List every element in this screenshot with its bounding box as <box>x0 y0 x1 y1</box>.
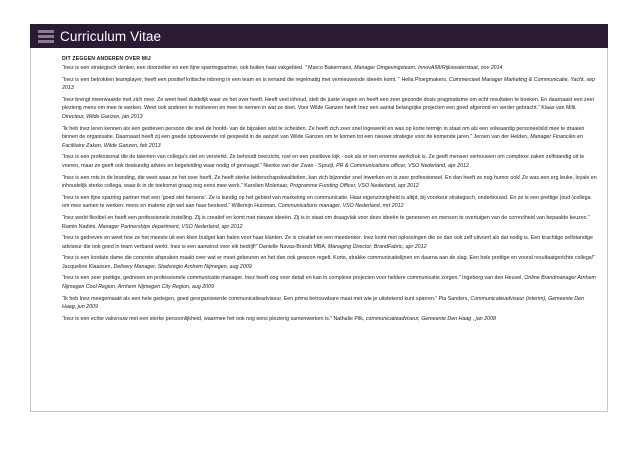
testimonial-quote <box>62 76 597 93</box>
testimonial-quote <box>62 153 597 170</box>
quote-text: “Inez brengt meerwaarde met zich mee. Ze weet heel duidelijk waar ze het over heeft. Heeft veel inhoud, stelt de juiste vragen en heeft een zeer gezonde dosis pragmatisme om echt resultaten te boeken. En daarnaast een zeer plezierig mens om mee te werken. Weet ook anderen te motiveren en mee te nemen in wat ze doet. Voor Wilde Ganzen heeft Inez een aantal belangrijke projecten een goed afgerond en verder gebracht.” Klaas van Milli, <box>62 96 595 112</box>
page-title: Curriculum Vitae <box>60 28 162 44</box>
section-heading: DIT ZEGGEN ANDEREN OVER MIJ <box>62 56 151 62</box>
content-panel <box>30 48 608 412</box>
quote-text: “Inez is een rots in de branding, die weet waar ze het over heeft. Ze heeft sterke leiderschapskwaliteiten, kan zich bijzonder snel inwerken en is zeer professioneel. En dan heeft ze nog humor ook! Ze was een erg leuke, loyale en inhoudelijk sterke collega, waar ik in de toekomst graag nog eens mee werk.” Karolien Molenaar, <box>62 174 597 190</box>
quote-text: “Inez is een professional die de talenten van collega’s ziet en versterkt. Ze behoudt overzicht, rust en een positieve kijk - ook als er een enorme werkdruk is. Ze geeft mensen vertrouwen om complexe zaken zelfstandig uit te voeren, maar ze geeft ook deskundig advies en begeleiding waar nodig of gevraagd.” Nienke van der Zwan - Spruijt, <box>62 154 585 169</box>
quote-text: “Inez is een zeer prettige, gedreven en professionele communicatie manager. Inez heeft oog voor detail en kan in complexe projecten voor heldere communicatie zorgen.” Ingeborg van den Heuvel, <box>62 275 525 282</box>
quote-text: “Inez is een strategisch denker, een doorzetter en een fijne sparringpartner, ook buiten haar vakgebied. ” Marco Bakermans, <box>62 65 355 71</box>
quote-attribution: Communications manager, VSO Nederland, mrt 2012 <box>278 203 404 210</box>
quote-attribution: Manager Financiën en Facilitaire Zaken, Wilde Ganzen, feb 2013 <box>62 134 583 149</box>
quote-attribution: Communicatieadviseur (interim), Gemeente Den Haag, jun 2009 <box>62 295 585 311</box>
quote-text: “Inez is gedreven en weet hoe ze het meeste uit een klein budget kan halen voor haar klanten. Ze is creatief en een meedenker. Inez komt met oplossingen die ze dan ook zelf uitvoert als dat nodig is. Een krachtige zelfstandige adviseur die ook goed in team verband werkt. Inez is een aanwinst voor elk bedrijf!” Danielle Navas-Brandt MBA, <box>62 235 593 250</box>
testimonial-quote <box>62 194 597 211</box>
menu-icon <box>38 30 54 43</box>
quote-text: “Inez werkt flexibel en heeft een professionele instelling. Zij is creatief en komt met nieuwe ideeën. Zij is in staat om draagvlak voor deze ideeën te genereren en mensen te overtuigen van de correctheid van bepaalde keuzes.” Ramin Nadimi, <box>62 214 590 230</box>
testimonial-quote <box>62 315 597 324</box>
title-bar <box>30 24 608 48</box>
quote-list <box>62 64 597 323</box>
quote-attribution: Online Brandmanager Arnhem Nijmegen Cool Region, Arnhem Nijmegen City Region, aug 2009 <box>62 275 596 291</box>
quote-text: “Inez is een fijne sparring partner met een ‘goed stel hersens’. Ze is kundig op het gebied van marketing en communicatie. Haar eigenzinnigheid is altijd, bij voorkeur strategisch, onderbouwd. En ze is een prettige (oud-)collega om mee samen te werken: mens en materie zijn wel aan haar besteed.” Willemijn Huisman, <box>62 194 591 210</box>
testimonial-quote <box>62 234 597 251</box>
testimonial-quote <box>62 274 597 291</box>
quote-attribution: Commercieel Manager Marketing & Communicatie, Yacht, sep 2013 <box>62 76 596 92</box>
testimonial-quote <box>62 96 597 122</box>
quote-attribution: Manager Partnerships department, VSO Nederland, apr 2012 <box>98 223 243 230</box>
testimonial-quote <box>62 125 597 151</box>
testimonial-quote <box>62 254 597 271</box>
quote-attribution: Managing Director, BrandFabric, apr 2012 <box>327 243 427 250</box>
quote-attribution: Programme Funding Officer, VSO Nederland, apr 2012 <box>289 183 419 190</box>
testimonial-quote <box>62 64 597 73</box>
testimonial-quote <box>62 174 597 191</box>
testimonial-quote <box>62 295 597 312</box>
testimonial-quote <box>62 214 597 231</box>
quote-attribution: communicatieadviseur, Gemeente Den Haag , jan 2008 <box>365 315 496 322</box>
quote-text: “Ik heb Inez meegemaakt als een hele gedegen, goed georganiseerde communicatieadviseur. Een prima betrouwbare maat met wie je uitstekend kunt sparren.” Pia Sanders, <box>62 295 471 302</box>
quote-text: “Ik heb Inez leren kennen als een gedreven persoon die snel de hoofd- van de bijzaken wist te scheiden. Ze heeft zich zeer snel ingewerkt en was op korte termijn in staat om als een volwaardig personeelslid mee te draaien binnen de organisatie. Daarnaast heeft zij een goede opbouwende rol gespeeld in de aanzet van Wilde Ganzen om te komen tot een nieuwe strategie voor de komende jaren.” Jeroen van der Helden, <box>62 125 585 141</box>
quote-attribution: Delivery Manager, Stadsregio Arnhem Nijmegen, aug 2009 <box>113 263 252 270</box>
quote-text: “Inez is een betrokken teamplayer, heeft een positief kritische inbreng in een team en is iemand die regelmatig met vernieuwende ideeën komt. ” Hella Ploegmakers, <box>62 76 449 83</box>
quote-attribution: Manager Omgevingsteam, InnovA58/Rijkswaterstaat, nov 2014 <box>354 65 503 71</box>
quote-attribution: PR & Communications officer, VSO Nederland, apr 2012 <box>336 162 469 169</box>
quote-text: “Inez is een kordate dame die concrete afspraken maakt over wat er moet gebeuren en het dan ook gewoon regelt. Korte, strakke communicatielijnen en daarna aan de slag. Een hele prettige en vooral resultaatgerichte collega!” Jacqueline Klaassen, <box>62 255 595 270</box>
quote-text: “Inez is een echte vakvrouw met een sterke persoonlijkheid, waarmee het ook nog eens plezierig samenwerken is.” Nathalie Pilk, <box>62 315 366 322</box>
quote-attribution: Directeur, Wilde Ganzen, jan 2013 <box>62 113 143 120</box>
